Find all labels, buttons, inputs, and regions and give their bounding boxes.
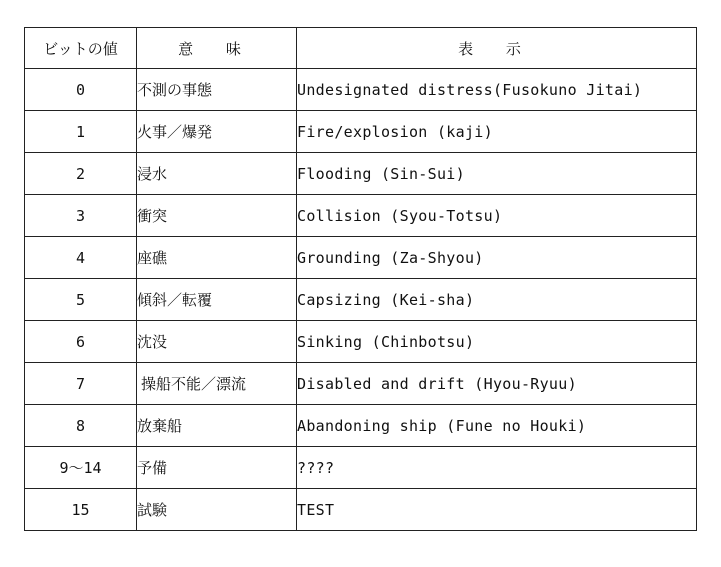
bit-value-cell: 15 (25, 489, 137, 531)
display-cell: Capsizing (Kei-sha) (297, 279, 697, 321)
meaning-cell: 火事／爆発 (137, 111, 297, 153)
meaning-cell: 傾斜／転覆 (137, 279, 297, 321)
distress-code-table (24, 27, 697, 531)
meaning-cell: 予備 (137, 447, 297, 489)
meaning-cell: 放棄船 (137, 405, 297, 447)
bit-value-cell: 8 (25, 405, 137, 447)
table-row (25, 363, 697, 405)
meaning-cell: 浸水 (137, 153, 297, 195)
bit-value-cell: 7 (25, 363, 137, 405)
display-cell: Undesignated distress(Fusokuno Jitai) (297, 69, 697, 111)
bit-value-cell: 1 (25, 111, 137, 153)
table-row (25, 69, 697, 111)
table-header-row (25, 28, 697, 69)
display-cell: Abandoning ship (Fune no Houki) (297, 405, 697, 447)
table-row (25, 237, 697, 279)
table-row (25, 153, 697, 195)
table-row (25, 447, 697, 489)
display-cell: Collision (Syou-Totsu) (297, 195, 697, 237)
table-row (25, 405, 697, 447)
bit-value-cell: 0 (25, 69, 137, 111)
meaning-cell: 衝突 (137, 195, 297, 237)
table-row (25, 195, 697, 237)
table-row (25, 111, 697, 153)
bit-value-cell: 9～14 (25, 447, 137, 489)
display-cell: ???? (297, 447, 697, 489)
meaning-cell: 座礁 (137, 237, 297, 279)
display-cell: Fire/explosion (kaji) (297, 111, 697, 153)
meaning-cell: 不測の事態 (137, 69, 297, 111)
display-cell: Sinking (Chinbotsu) (297, 321, 697, 363)
header-meaning: 意 味 (137, 28, 297, 69)
table-row (25, 489, 697, 531)
meaning-cell: 操船不能／漂流 (137, 363, 297, 405)
bit-value-cell: 3 (25, 195, 137, 237)
header-display: 表 示 (297, 28, 697, 69)
meaning-cell: 試験 (137, 489, 297, 531)
display-cell: TEST (297, 489, 697, 531)
bit-value-cell: 4 (25, 237, 137, 279)
meaning-cell: 沈没 (137, 321, 297, 363)
display-cell: Flooding (Sin-Sui) (297, 153, 697, 195)
header-bit-value: ビットの値 (25, 28, 137, 69)
bit-value-cell: 5 (25, 279, 137, 321)
table-row (25, 321, 697, 363)
bit-value-cell: 6 (25, 321, 137, 363)
table-row (25, 279, 697, 321)
display-cell: Disabled and drift (Hyou-Ryuu) (297, 363, 697, 405)
display-cell: Grounding (Za-Shyou) (297, 237, 697, 279)
bit-value-cell: 2 (25, 153, 137, 195)
